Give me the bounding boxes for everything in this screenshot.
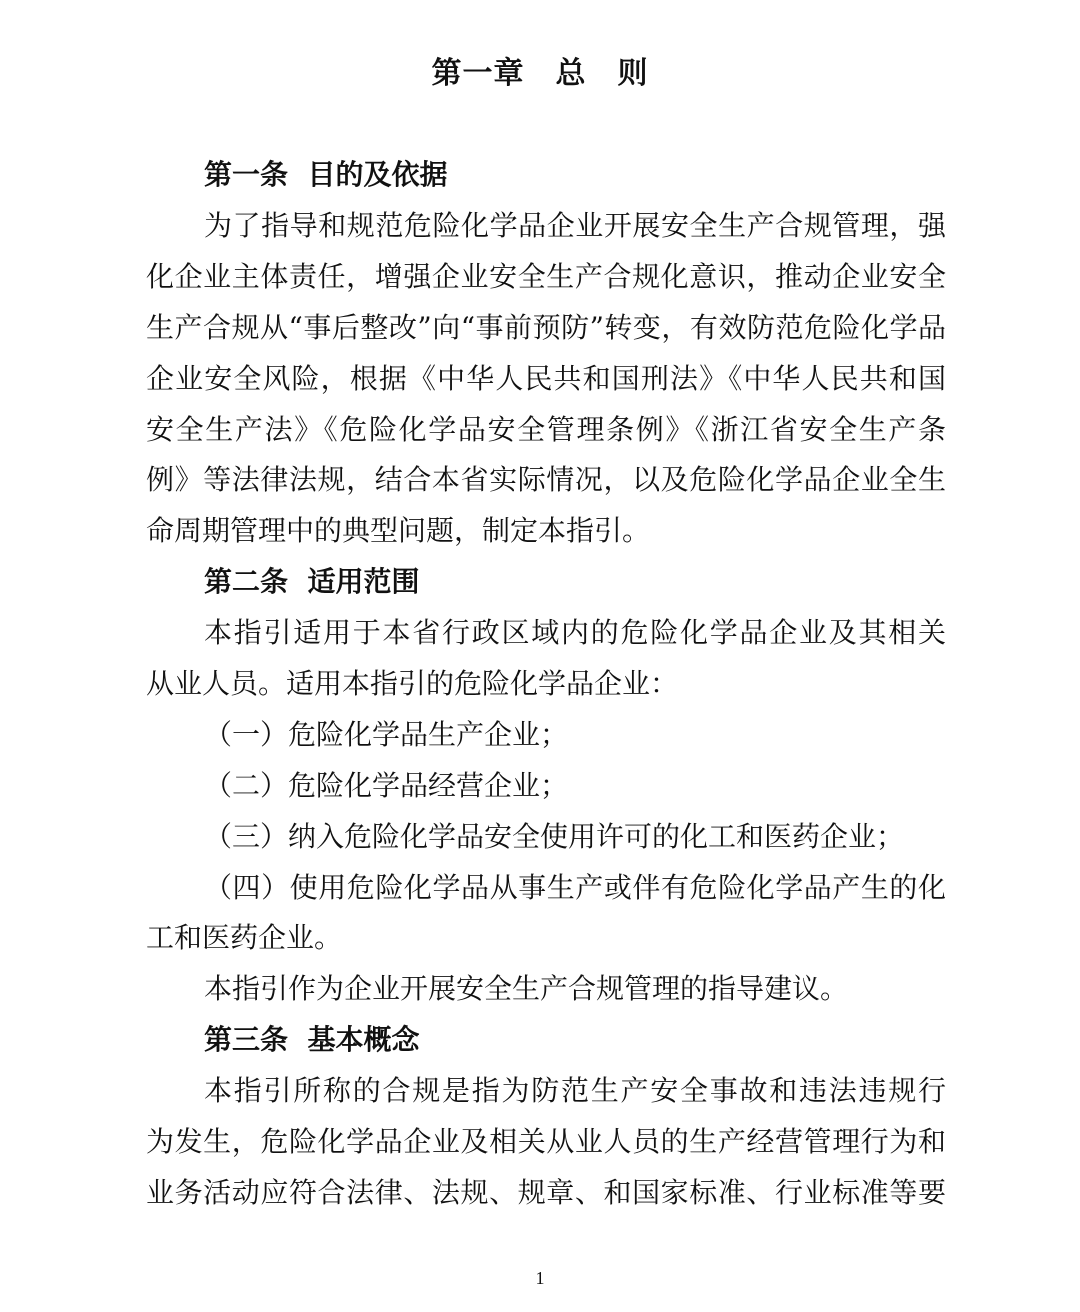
paragraph-line: 从业人员。适用本指引的危险化学品企业： [146,667,679,700]
list-item: （一）危险化学品生产企业； [204,718,569,751]
paragraph-line: 为发生，危险化学品企业及相关从业人员的生产经营管理行为和 [146,1125,946,1158]
paragraph-line: 安全生产法》《危险化学品安全管理条例》《浙江省安全生产条 [146,413,946,446]
list-item: （四）使用危险化学品从事生产或伴有危险化学品产生的化 [204,871,946,904]
paragraph-line: 生产合规从“事后整改”向“事前预防”转变，有效防范危险化学品 [146,311,946,344]
list-item: （三）纳入危险化学品安全使用许可的化工和医药企业； [204,820,905,853]
paragraph-line: 命周期管理中的典型问题，制定本指引。 [146,514,651,547]
paragraph-line: 例》等法律法规，结合本省实际情况，以及危险化学品企业全生 [146,463,946,496]
article-3-heading: 第三条 基本概念 [204,1023,420,1056]
list-item: （二）危险化学品经营企业； [204,769,569,802]
paragraph-line: 本指引所称的合规是指为防范生产安全事故和违法违规行 [204,1074,946,1107]
paragraph-line: 企业安全风险，根据《中华人民共和国刑法》《中华人民共和国 [146,362,946,395]
page-number: 1 [535,1268,545,1288]
paragraph-line: 本指引适用于本省行政区域内的危险化学品企业及其相关 [204,616,946,649]
article-2-heading: 第二条 适用范围 [204,565,420,598]
chapter-title: 第一章 总 则 [431,56,649,91]
paragraph-line: 为了指导和规范危险化学品企业开展安全生产合规管理，强 [204,209,946,242]
article-1-heading: 第一条 目的及依据 [204,158,448,191]
paragraph-line: 业务活动应符合法律、法规、规章、和国家标准、行业标准等要 [146,1176,946,1209]
paragraph-line: 工和医药企业。 [146,921,343,954]
paragraph-line: 化企业主体责任，增强企业安全生产合规化意识，推动企业安全 [146,260,946,293]
paragraph-line: 本指引作为企业开展安全生产合规管理的指导建议。 [204,972,849,1005]
